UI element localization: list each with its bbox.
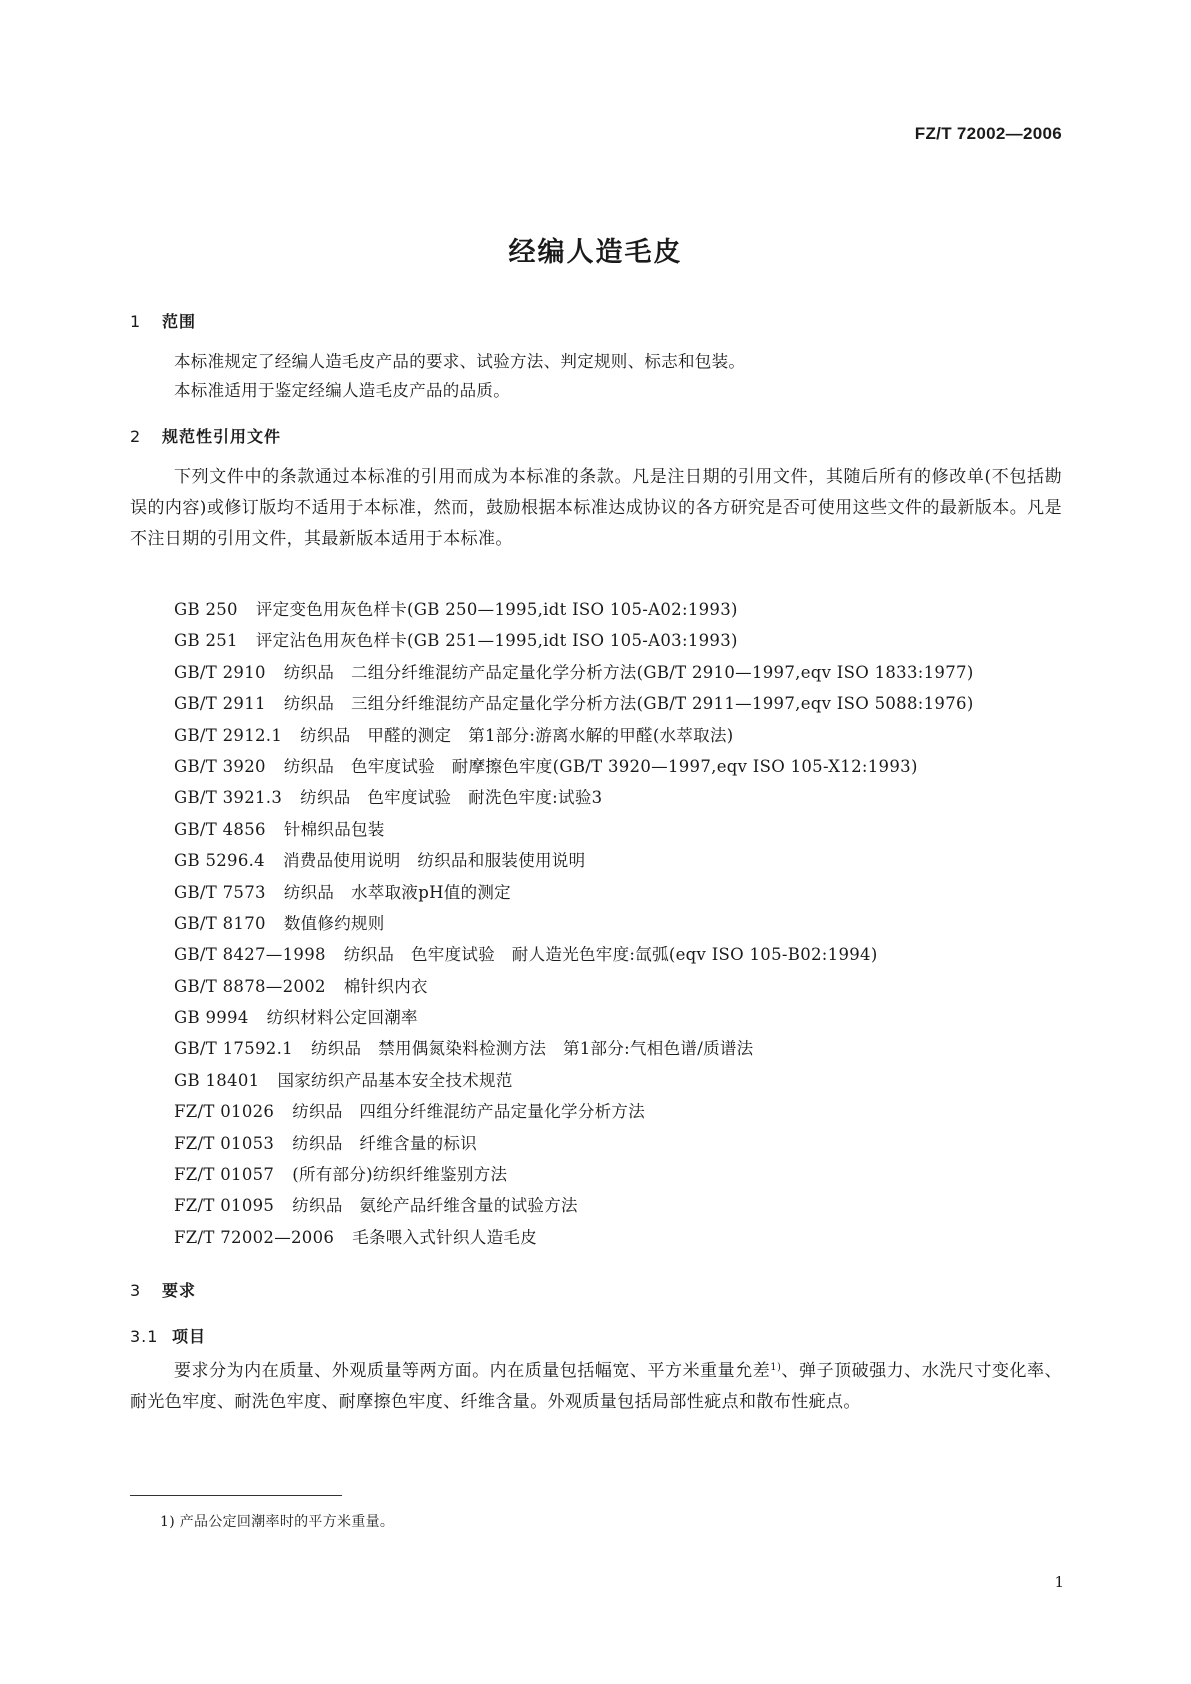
reference-code: FZ/T 01057 xyxy=(174,1165,275,1185)
reference-code: GB/T 2912.1 xyxy=(174,725,283,745)
reference-title: 评定沾色用灰色样卡(GB 251—1995,idt ISO 105-A03:1993) xyxy=(255,631,738,651)
reference-code: GB/T 3920 xyxy=(174,756,266,776)
reference-code: GB/T 3921.3 xyxy=(174,788,283,808)
subsection-3-1-number: 3.1 xyxy=(130,1327,159,1346)
reference-title: 纺织品 甲醛的测定 第1部分:游离水解的甲醛(水萃取法) xyxy=(300,725,734,745)
reference-item xyxy=(174,1133,974,1164)
reference-title: 国家纺织产品基本安全技术规范 xyxy=(277,1070,513,1090)
reference-title: 针棉织品包装 xyxy=(283,819,385,839)
reference-code: GB 9994 xyxy=(174,1008,249,1028)
reference-item xyxy=(174,1101,974,1132)
reference-item xyxy=(174,819,974,850)
reference-title: 纺织品 氨纶产品纤维含量的试验方法 xyxy=(292,1196,578,1216)
reference-title: (所有部分)纺织纤维鉴别方法 xyxy=(292,1165,508,1185)
reference-item xyxy=(174,944,974,975)
reference-code: GB 250 xyxy=(174,600,238,619)
reference-title: 纺织品 四组分纤维混纺产品定量化学分析方法 xyxy=(292,1102,646,1122)
reference-code: FZ/T 01053 xyxy=(174,1133,275,1153)
reference-item xyxy=(174,756,974,787)
paragraph-text-part-2: 、弹子顶破强力、水洗尺寸变化率、耐光色牢度、耐洗色牢度、耐摩擦色牢度、纤维含量。外观质量包括局部性疵点和散布性疵点。 xyxy=(130,1361,1062,1412)
reference-code: FZ/T 72002—2006 xyxy=(174,1227,335,1247)
reference-code: GB/T 2911 xyxy=(174,694,266,714)
reference-title: 棉针织内衣 xyxy=(343,976,428,996)
reference-item xyxy=(174,662,974,693)
reference-title: 纺织品 纤维含量的标识 xyxy=(292,1133,478,1153)
reference-title: 毛条喂入式针织人造毛皮 xyxy=(352,1227,538,1247)
reference-item xyxy=(174,1007,974,1038)
section-1-paragraph-2: 本标准适用于鉴定经编人造毛皮产品的品质。 xyxy=(174,381,510,400)
normative-references-list xyxy=(174,599,974,1258)
reference-code: GB/T 8427—1998 xyxy=(174,945,326,965)
section-3-number: 3 xyxy=(130,1281,142,1300)
reference-item xyxy=(174,630,974,661)
paragraph-text-part-1: 要求分为内在质量、外观质量等两方面。内在质量包括幅宽、平方米重量允差 xyxy=(174,1361,771,1381)
section-2-number: 2 xyxy=(130,427,142,446)
reference-item xyxy=(174,976,974,1007)
reference-item xyxy=(174,1227,974,1258)
reference-item xyxy=(174,850,974,881)
reference-title: 纺织材料公定回潮率 xyxy=(266,1008,418,1028)
section-3-heading xyxy=(130,1280,196,1302)
section-3-title: 要求 xyxy=(162,1281,197,1300)
section-2-intro: 下列文件中的条款通过本标准的引用而成为本标准的条款。凡是注日期的引用文件，其随后所有的修改单(不包括勘误的内容)或修订版均不适用于本标准，然而，鼓励根据本标准达成协议的各方研究是否可使用这些文件的最新版本。凡是不注日期的引用文件，其最新版本适用于本标准。 xyxy=(130,467,1062,549)
document-title: 经编人造毛皮 xyxy=(508,237,683,268)
reference-code: GB/T 8170 xyxy=(174,913,266,933)
reference-item xyxy=(174,1195,974,1226)
reference-code: GB/T 17592.1 xyxy=(174,1039,293,1059)
section-2-heading xyxy=(130,426,281,448)
page-number: 1 xyxy=(1054,1573,1064,1591)
reference-code: GB/T 8878—2002 xyxy=(174,976,326,996)
reference-item xyxy=(174,1038,974,1069)
reference-title: 纺织品 二组分纤维混纺产品定量化学分析方法(GB/T 2910—1997,eqv ISO 1833:1977) xyxy=(283,662,974,682)
reference-item xyxy=(174,1164,974,1195)
reference-title: 评定变色用灰色样卡(GB 250—1995,idt ISO 105-A02:1993) xyxy=(255,600,738,619)
footnote-reference-marker: 1) xyxy=(770,1362,782,1373)
subsection-3-1-title: 项目 xyxy=(172,1327,207,1346)
reference-item xyxy=(174,787,974,818)
reference-code: GB/T 7573 xyxy=(174,882,266,902)
section-1-heading xyxy=(130,311,196,333)
reference-title: 纺织品 色牢度试验 耐人造光色牢度:氙弧(eqv ISO 105-B02:1994) xyxy=(343,945,878,965)
footnote-separator-line xyxy=(130,1495,342,1496)
section-1-paragraph-1: 本标准规定了经编人造毛皮产品的要求、试验方法、判定规则、标志和包装。 xyxy=(174,352,746,371)
reference-item xyxy=(174,882,974,913)
reference-title: 纺织品 色牢度试验 耐摩擦色牢度(GB/T 3920—1997,eqv ISO 105-X12:1993) xyxy=(283,756,918,776)
footnote: 1) 产品公定回潮率时的平方米重量。 xyxy=(160,1514,395,1530)
reference-title: 数值修约规则 xyxy=(283,913,385,933)
standard-code: FZ/T 72002—2006 xyxy=(914,124,1062,143)
reference-title: 纺织品 三组分纤维混纺产品定量化学分析方法(GB/T 2911—1997,eqv ISO 5088:1976) xyxy=(283,694,974,714)
reference-code: GB 18401 xyxy=(174,1070,260,1090)
reference-item xyxy=(174,1070,974,1101)
subsection-3-1-heading xyxy=(130,1326,206,1348)
reference-code: GB 251 xyxy=(174,631,238,651)
reference-title: 纺织品 色牢度试验 耐洗色牢度:试验3 xyxy=(300,788,603,808)
section-1-number: 1 xyxy=(130,312,142,331)
reference-code: FZ/T 01026 xyxy=(174,1102,275,1122)
reference-title: 消费品使用说明 纺织品和服装使用说明 xyxy=(283,851,586,871)
reference-code: FZ/T 01095 xyxy=(174,1196,275,1216)
section-1-title: 范围 xyxy=(162,312,197,331)
reference-item xyxy=(174,913,974,944)
section-2-title: 规范性引用文件 xyxy=(162,427,282,446)
reference-code: GB 5296.4 xyxy=(174,851,265,871)
reference-title: 纺织品 水萃取液pH值的测定 xyxy=(283,882,511,902)
subsection-3-1-paragraph xyxy=(130,1356,1062,1418)
reference-item xyxy=(174,599,974,630)
reference-code: GB/T 4856 xyxy=(174,819,266,839)
reference-code: GB/T 2910 xyxy=(174,662,266,682)
reference-title: 纺织品 禁用偶氮染料检测方法 第1部分:气相色谱/质谱法 xyxy=(310,1039,754,1059)
reference-item xyxy=(174,693,974,724)
reference-item xyxy=(174,725,974,756)
